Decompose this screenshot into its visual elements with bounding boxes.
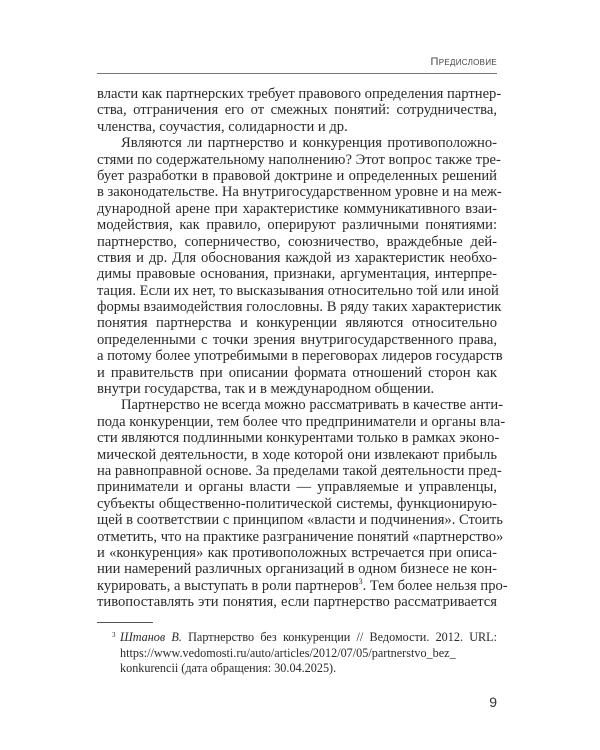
text-line — [97, 201, 497, 217]
text-line — [97, 151, 501, 168]
text-line-content: модействия, как правило, оперируют различными понятиями: — [97, 217, 497, 234]
text-line — [97, 576, 508, 594]
text-line-content: тивопоставлять эти понятия, если партнерство рассматривается — [97, 594, 497, 611]
text-line-content: приниматели и органы власти — управляемые и управленцы, — [97, 479, 497, 496]
body-text — [97, 86, 508, 611]
footnote-author: Штанов В. — [120, 630, 182, 644]
text-line-content: а потому более употребимыми в переговорах лидеров государств — [97, 348, 503, 365]
text-line — [97, 528, 504, 545]
text-line-content: власти как партнерских требует правового определения партнер- — [97, 86, 502, 102]
footnote-marker: 3 — [112, 631, 116, 639]
text-line — [97, 332, 497, 348]
text-line-content: ствия и др. Для обоснования каждой из характеристик необхо- — [97, 249, 497, 266]
page-number: 9 — [489, 694, 497, 710]
header-rule — [97, 73, 497, 74]
text-line-content: стями по содержательному наполнению? Этот вопрос также тре- — [97, 151, 501, 168]
text-line-content: Являются ли партнерство и конкуренция противоположно- — [121, 135, 497, 152]
text-line — [97, 119, 497, 135]
text-line — [97, 250, 497, 266]
text-line — [97, 102, 497, 118]
text-line — [97, 135, 497, 151]
running-header: Предисловие — [430, 56, 497, 68]
text-line — [97, 315, 497, 331]
text-line-content: дународной арене при характеристике коммуникативного взаи- — [97, 200, 497, 217]
text-line — [97, 266, 497, 282]
text-line-content: и правительств при описании формата отношений сторон как — [97, 364, 497, 381]
text-line-content: на равноправной основе. За пределами такой деятельности пред- — [97, 462, 502, 479]
footnote-url: https://www.vedomosti.ru/auto/articles/2012/07/05/partnerstvo_bez_ — [120, 645, 456, 660]
text-line-content: мической деятельности, в ходе которой они извлекают прибыль — [97, 446, 497, 463]
text-line — [97, 168, 497, 184]
text-line-content: сти являются подлинными конкурентами только в рамках эконо- — [97, 430, 500, 447]
text-line — [97, 561, 497, 577]
text-line-content: внутри государства, так и в международном общении. — [97, 381, 435, 398]
text-line-content: формы взаимодействия голословны. В ряду таких характеристик — [97, 299, 502, 316]
text-line — [97, 413, 506, 430]
text-line-content: курировать, а выступать в роли партнеров — [97, 577, 359, 594]
text-line-content: . Тем более нельзя про- — [362, 577, 508, 594]
footnote — [112, 630, 497, 677]
footnote-reference: 3 — [358, 576, 363, 586]
text-line-content: ства, отграничения его от смежных понятий: сотрудничества, — [97, 102, 497, 119]
text-line — [97, 348, 503, 365]
text-line — [97, 545, 497, 561]
text-line — [97, 381, 497, 397]
text-line — [97, 594, 497, 610]
text-line-content: субъекты общественно-политической системы, функционирую- — [97, 495, 497, 512]
text-line-content: в законодательстве. На внутригосударственном уровне и на меж- — [97, 184, 502, 201]
text-line — [97, 397, 504, 414]
text-line-content: щей в соответствии с принципом «власти и подчинения». Стоить — [97, 512, 503, 529]
text-line-content: пода конкуренции, тем более что предприниматели и органы вла- — [97, 413, 506, 430]
text-line-content: и «конкуренция» как противоположных встречается при описа- — [97, 544, 497, 561]
text-line — [97, 234, 497, 250]
text-line-content: тация. Если их нет, то высказывания относительно той или иной — [97, 282, 499, 299]
text-line — [97, 430, 500, 447]
text-line-content: определенными с точки зрения внутригосударственного права, — [97, 331, 497, 348]
text-line-content: членства, соучастия, солидарности и др. — [97, 118, 348, 135]
text-line-content: нии намерений различных организаций в одном бизнесе не кон- — [97, 561, 497, 578]
text-line — [97, 184, 502, 201]
text-line-content: димы правовые основания, признаки, аргументация, интерпре- — [97, 266, 497, 283]
text-line — [97, 496, 497, 512]
text-line-content: партнерство, соперничество, союзничество, враждебные дей- — [97, 233, 497, 250]
footnote-line: konkurencii (дата обращения: 30.04.2025). — [120, 661, 337, 676]
text-line-content: бует разработки в правовой доктрине и определенных решений — [97, 167, 497, 184]
text-line — [97, 299, 502, 316]
footnote-line — [120, 630, 497, 646]
footnote-separator — [97, 622, 153, 623]
text-line — [97, 512, 503, 529]
footnote-text: Партнерство без конкуренции // Ведомости. 2012. URL: — [181, 630, 497, 644]
text-line — [97, 447, 497, 463]
text-line-content: Партнерство не всегда можно рассматривать в качестве анти- — [121, 397, 504, 414]
text-line — [97, 479, 497, 495]
text-line — [97, 217, 497, 233]
text-line — [97, 86, 502, 102]
text-line — [97, 283, 497, 299]
text-line-content: отметить, что на практике разграничение понятий «партнерство» — [97, 528, 504, 545]
text-line — [97, 462, 502, 479]
text-line — [97, 365, 497, 381]
text-line-content: понятия партнерства и конкуренции являются относительно — [97, 315, 497, 332]
